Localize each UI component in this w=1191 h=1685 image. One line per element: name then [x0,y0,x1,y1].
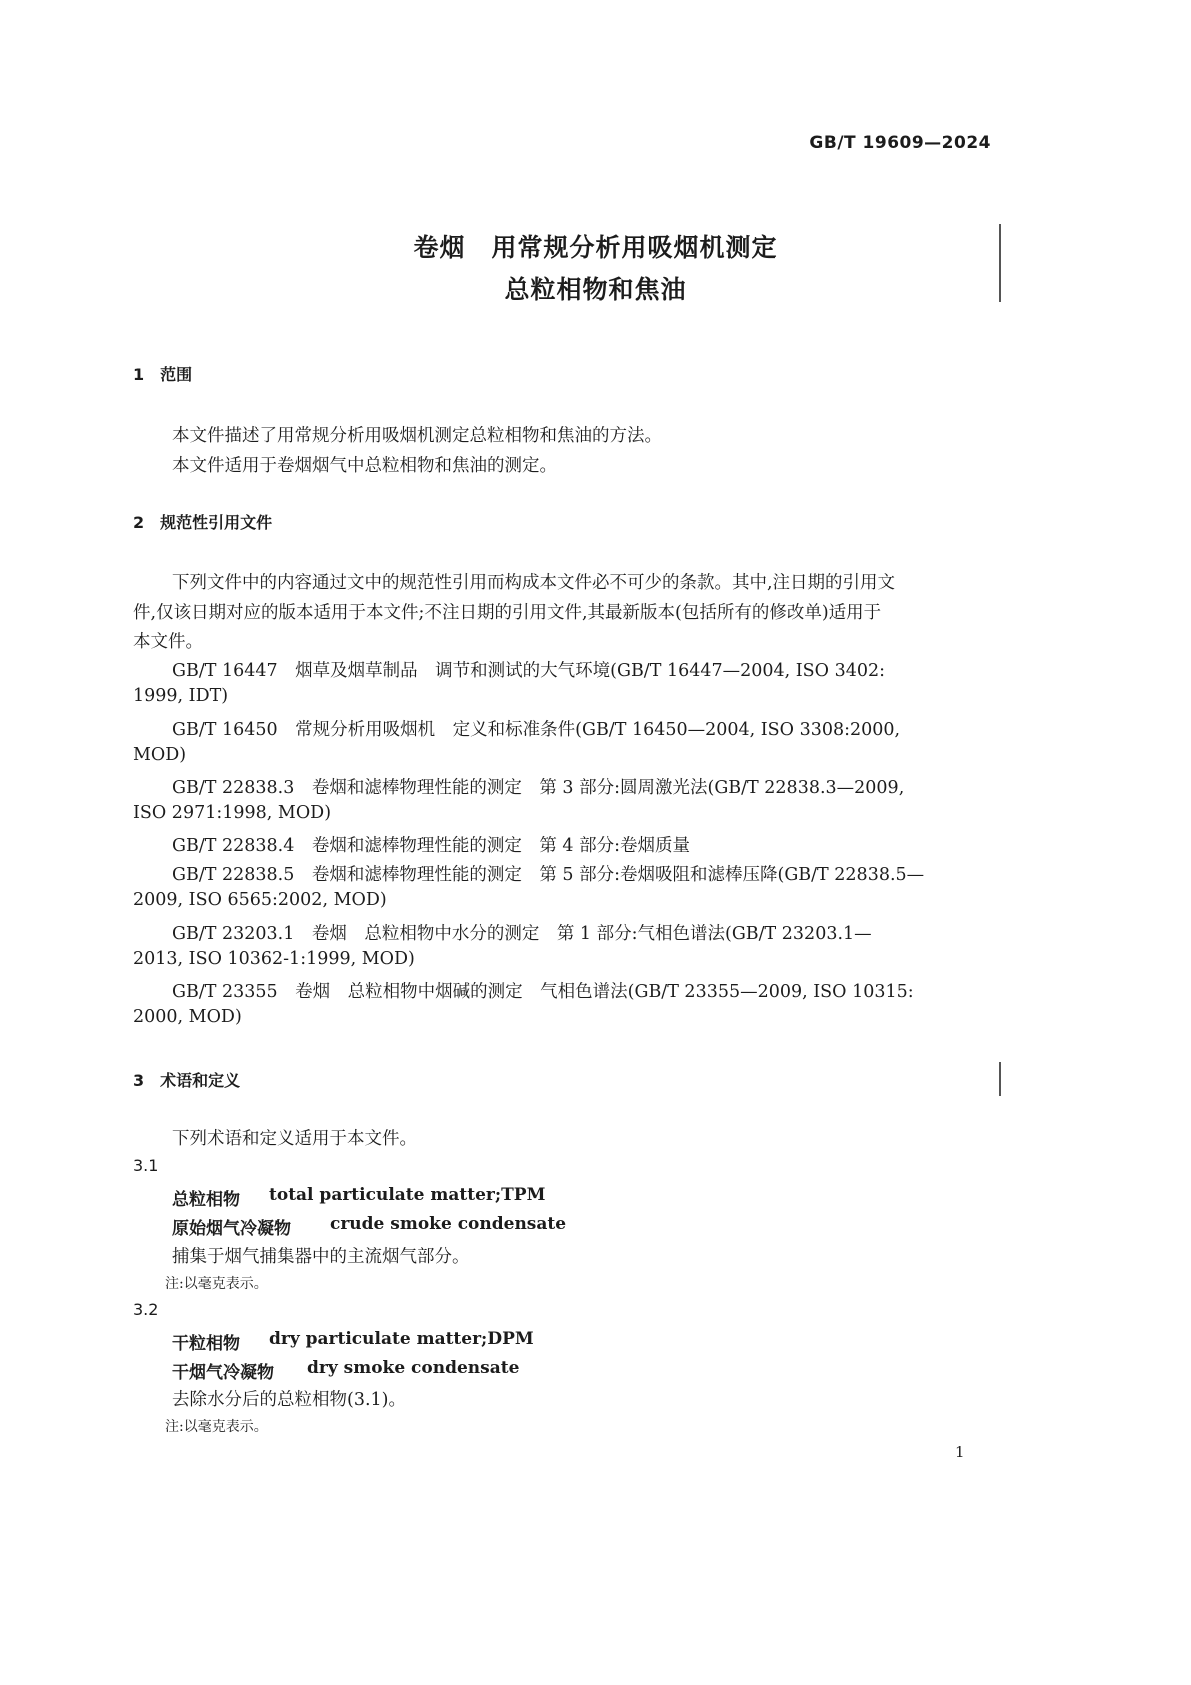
term-preferred-zh: 干粒相物 [172,1334,240,1354]
normative-reference: GB/T 16447 烟草及烟草制品 调节和测试的大气环境(GB/T 16447—2004, ISO 3402: [172,661,886,681]
normative-reference: GB/T 16450 常规分析用吸烟机 定义和标准条件(GB/T 16450—2004, ISO 3308:2000, [172,720,901,740]
page-number: 1 [955,1443,965,1461]
section-3-intro: 下列术语和定义适用于本文件。 [172,1129,417,1149]
section-3-heading: 3 术语和定义 [133,1071,241,1090]
section-2-intro-line: 件,仅该日期对应的版本适用于本文件;不注日期的引用文件,其最新版本(包括所有的修改单)适用于 [133,603,882,623]
term-admitted-zh: 干烟气冷凝物 [172,1363,274,1383]
section-2-intro-line: 下列文件中的内容通过文中的规范性引用而构成本文件必不可少的条款。其中,注日期的引用文 [172,573,896,593]
section-1-line: 本文件适用于卷烟烟气中总粒相物和焦油的测定。 [172,456,557,476]
section-1-line: 本文件描述了用常规分析用吸烟机测定总粒相物和焦油的方法。 [172,426,662,446]
term-definition: 去除水分后的总粒相物(3.1)。 [172,1390,406,1410]
term-number: 3.1 [133,1156,159,1175]
term-preferred-en: total particulate matter;TPM [269,1185,546,1205]
term-preferred-en: dry particulate matter;DPM [269,1329,534,1349]
document-title-line-1: 卷烟 用常规分析用吸烟机测定 [413,233,778,262]
normative-reference-continued: 2013, ISO 10362-1:1999, MOD) [133,949,415,969]
term-definition: 捕集于烟气捕集器中的主流烟气部分。 [172,1247,470,1267]
section-2-heading: 2 规范性引用文件 [133,513,273,532]
document-title-line-2: 总粒相物和焦油 [504,275,687,304]
section-1-heading: 1 范围 [133,365,193,384]
normative-reference: GB/T 23203.1 卷烟 总粒相物中水分的测定 第 1 部分:气相色谱法(GB/T 23203.1— [172,924,872,944]
section-2-intro-line: 本文件。 [133,632,203,652]
normative-reference-continued: 2009, ISO 6565:2002, MOD) [133,890,387,910]
term-admitted-zh: 原始烟气冷凝物 [172,1219,291,1239]
normative-reference-continued: MOD) [133,745,187,765]
term-admitted-en: dry smoke condensate [307,1358,520,1378]
document-number: GB/T 19609—2024 [809,133,991,153]
normative-reference: GB/T 23355 卷烟 总粒相物中烟碱的测定 气相色谱法(GB/T 23355—2009, ISO 10315: [172,982,914,1002]
term-note: 注:以毫克表示。 [165,1419,268,1435]
term-preferred-zh: 总粒相物 [172,1190,240,1210]
normative-reference: GB/T 22838.5 卷烟和滤棒物理性能的测定 第 5 部分:卷烟吸阻和滤棒压降(GB/T 22838.5— [172,865,925,885]
normative-reference-continued: 1999, IDT) [133,686,229,706]
change-bar [999,1062,1001,1096]
normative-reference: GB/T 22838.4 卷烟和滤棒物理性能的测定 第 4 部分:卷烟质量 [172,836,690,856]
term-admitted-en: crude smoke condensate [330,1214,567,1234]
term-number: 3.2 [133,1300,159,1319]
normative-reference-continued: ISO 2971:1998, MOD) [133,803,332,823]
normative-reference-continued: 2000, MOD) [133,1007,242,1027]
term-note: 注:以毫克表示。 [165,1276,268,1292]
normative-reference: GB/T 22838.3 卷烟和滤棒物理性能的测定 第 3 部分:圆周激光法(GB/T 22838.3—2009, [172,778,905,798]
change-bar [999,224,1001,302]
